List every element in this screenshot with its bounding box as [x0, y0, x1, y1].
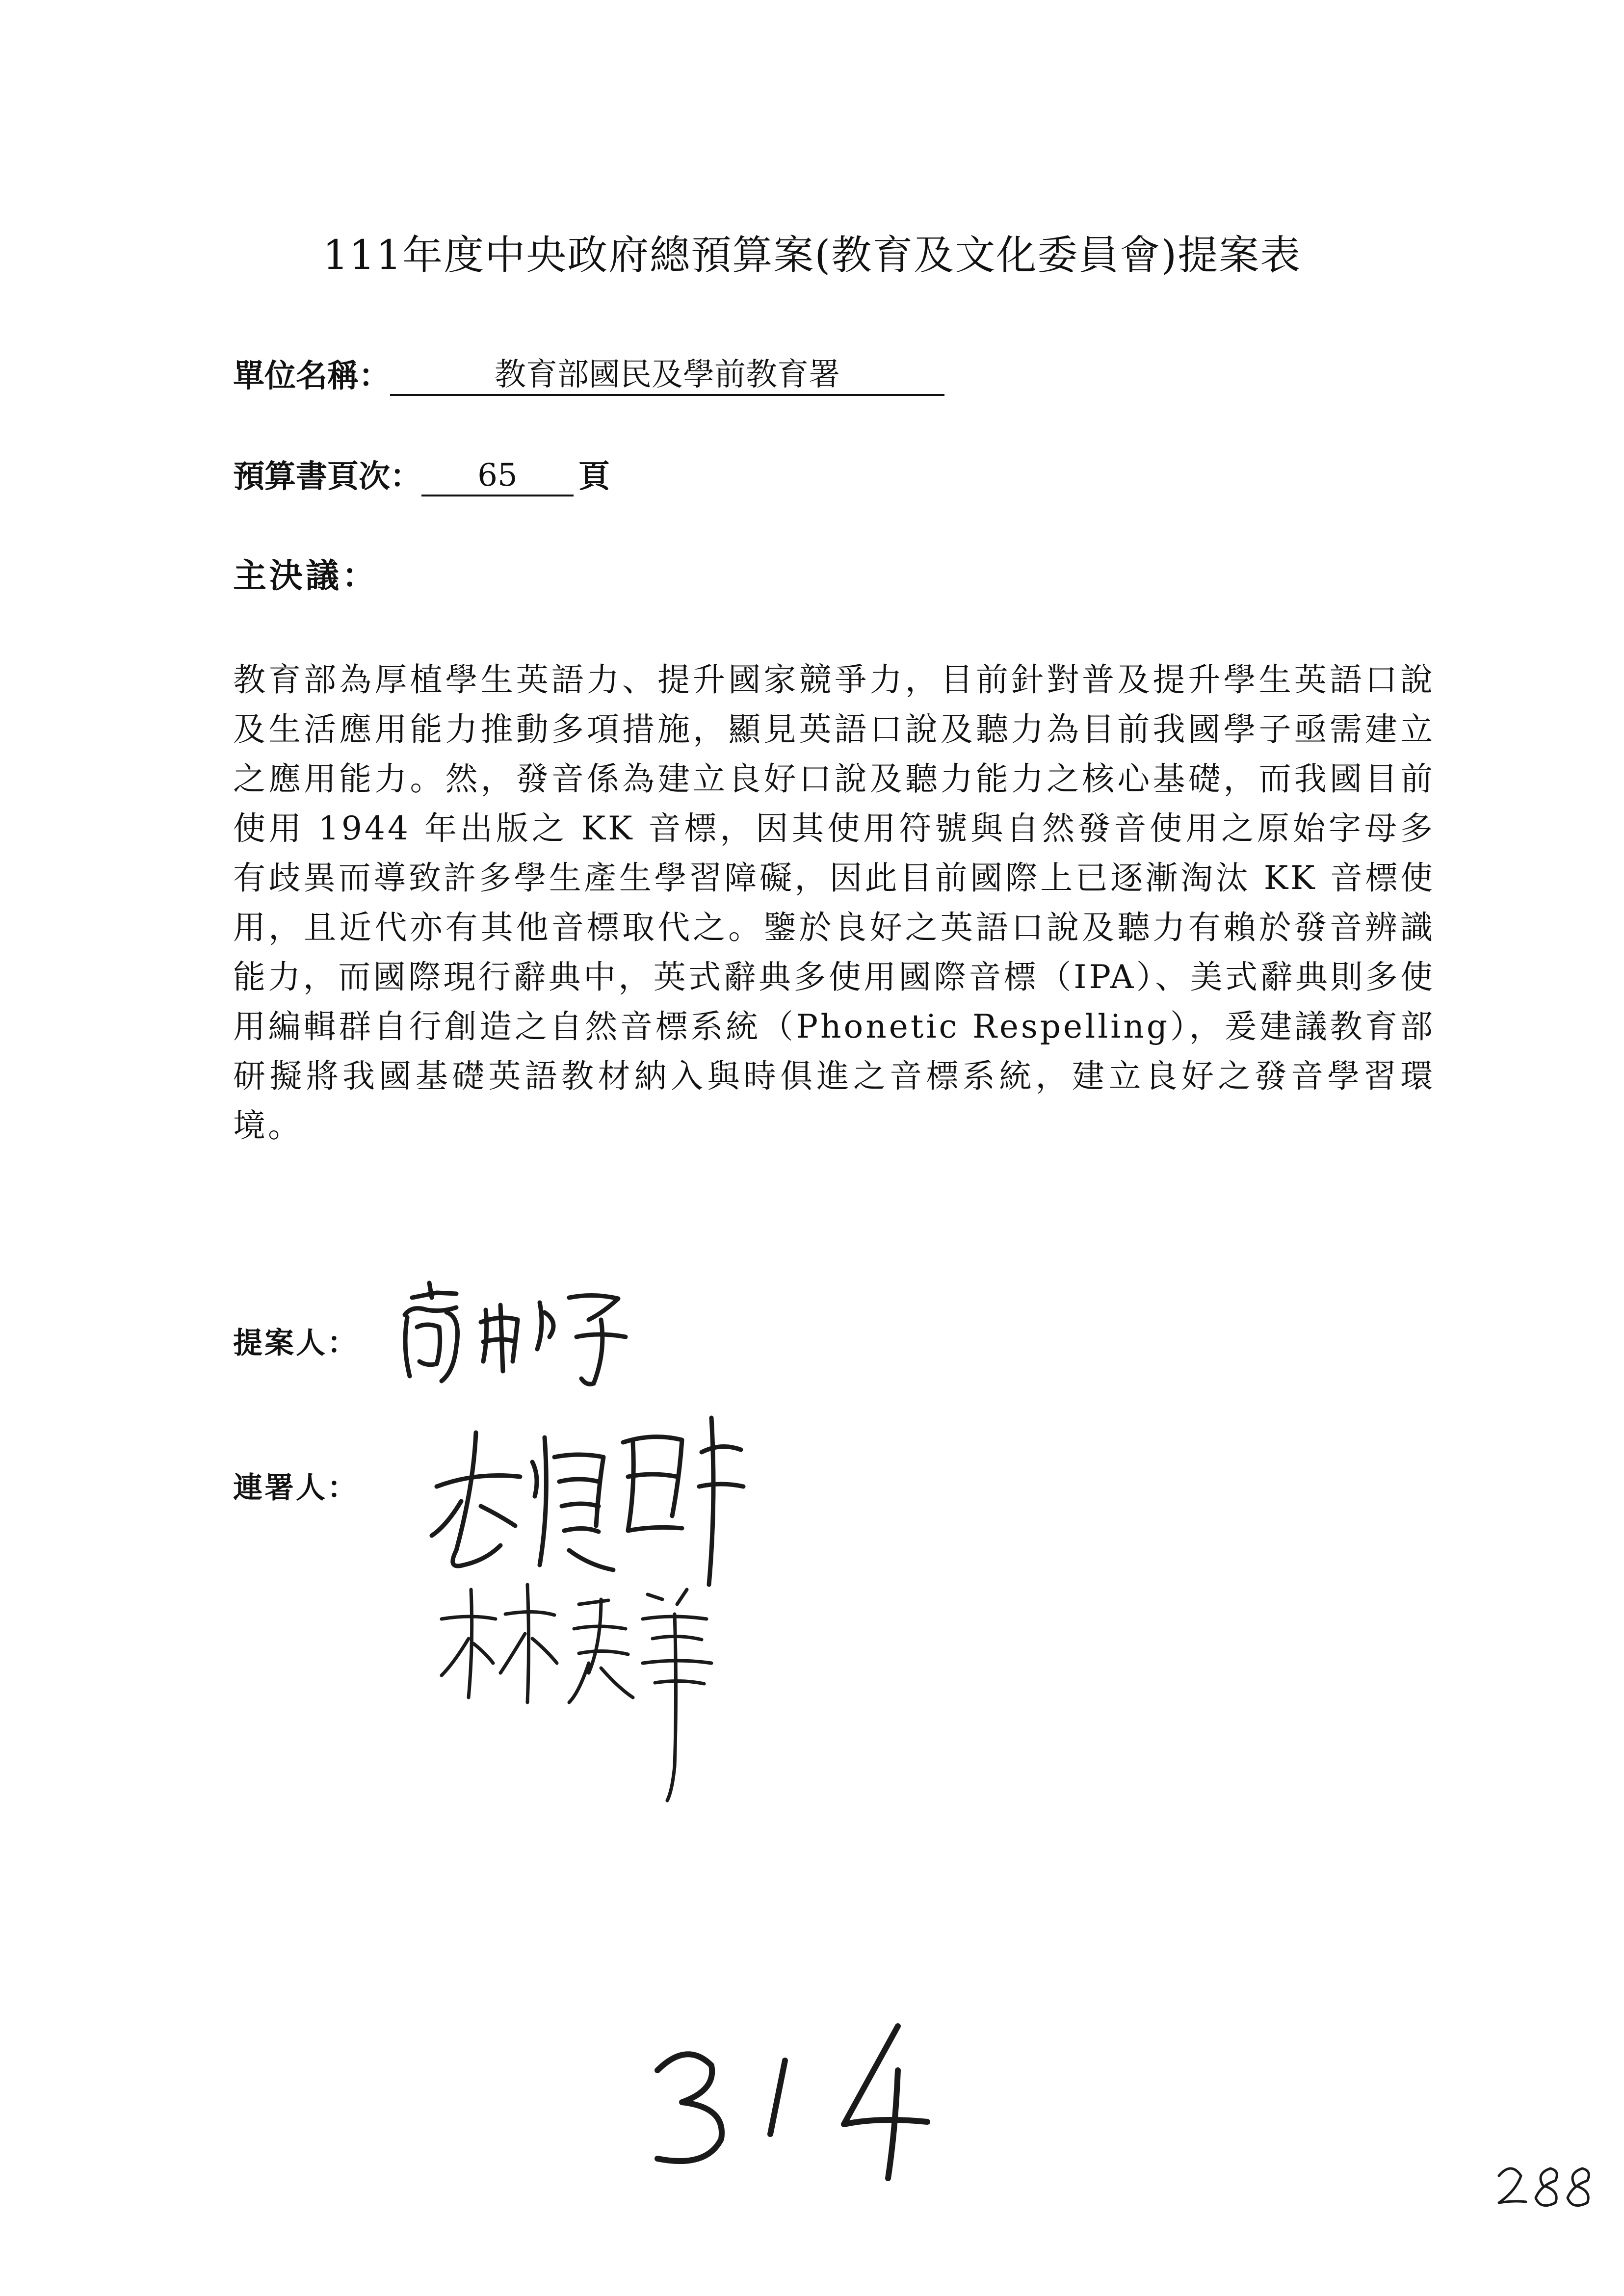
budget-page-row [233, 451, 610, 496]
proposer-label: 提案人： [233, 1326, 359, 1360]
page-title: 111年度中央政府總預算案(教育及文化委員會)提案表 [322, 232, 1302, 279]
resolution-body: 教育部為厚植學生英語力、提升國家競爭力，目前針對普及提升學生英語口說及生活應用能力推動多項措施，顯見英語口說及聽力為目前我國學子亟需建立之應用能力。然，發音係為建立良好口說及聽力能力之核心基礎，而我國目前使用 1944 年出版之 KK 音標，因其使用符號與自然發音使用之原始字母多有歧異而導致許多學生產生學習障礙，因此目前國際上已逐漸淘汰 KK 音標使用，且近代亦有其他音標取代之。鑒於良好之英語口說及聽力有賴於發音辨識能力，而國際現行辭典中，英式辭典多使用國際音標（IPA）、美式辭典則多使用編輯群自行創造之自然音標系統（Phonetic Respelling），爰建議教育部研擬將我國基礎英語教材納入與時俱進之音標系統，建立良好之發音學習環境。 [233, 661, 1435, 1145]
proposer-signature [383, 1263, 638, 1391]
cosigner-signature-1 [417, 1403, 760, 1590]
resolution-label: 主決議： [233, 556, 379, 596]
unit-name-label: 單位名稱： [233, 358, 390, 394]
handwritten-page-number [643, 2011, 947, 2193]
cosigner-label: 連署人： [233, 1471, 359, 1505]
unit-name-value: 教育部國民及學前教育署 [390, 358, 944, 396]
unit-name-row [233, 351, 944, 396]
budget-page-label: 預算書頁次： [233, 458, 421, 495]
budget-page-value: 65 [421, 458, 574, 496]
cosigner-signature-2 [432, 1570, 765, 1805]
handwritten-corner-number [1492, 2149, 1599, 2218]
budget-page-suffix: 頁 [578, 458, 610, 495]
